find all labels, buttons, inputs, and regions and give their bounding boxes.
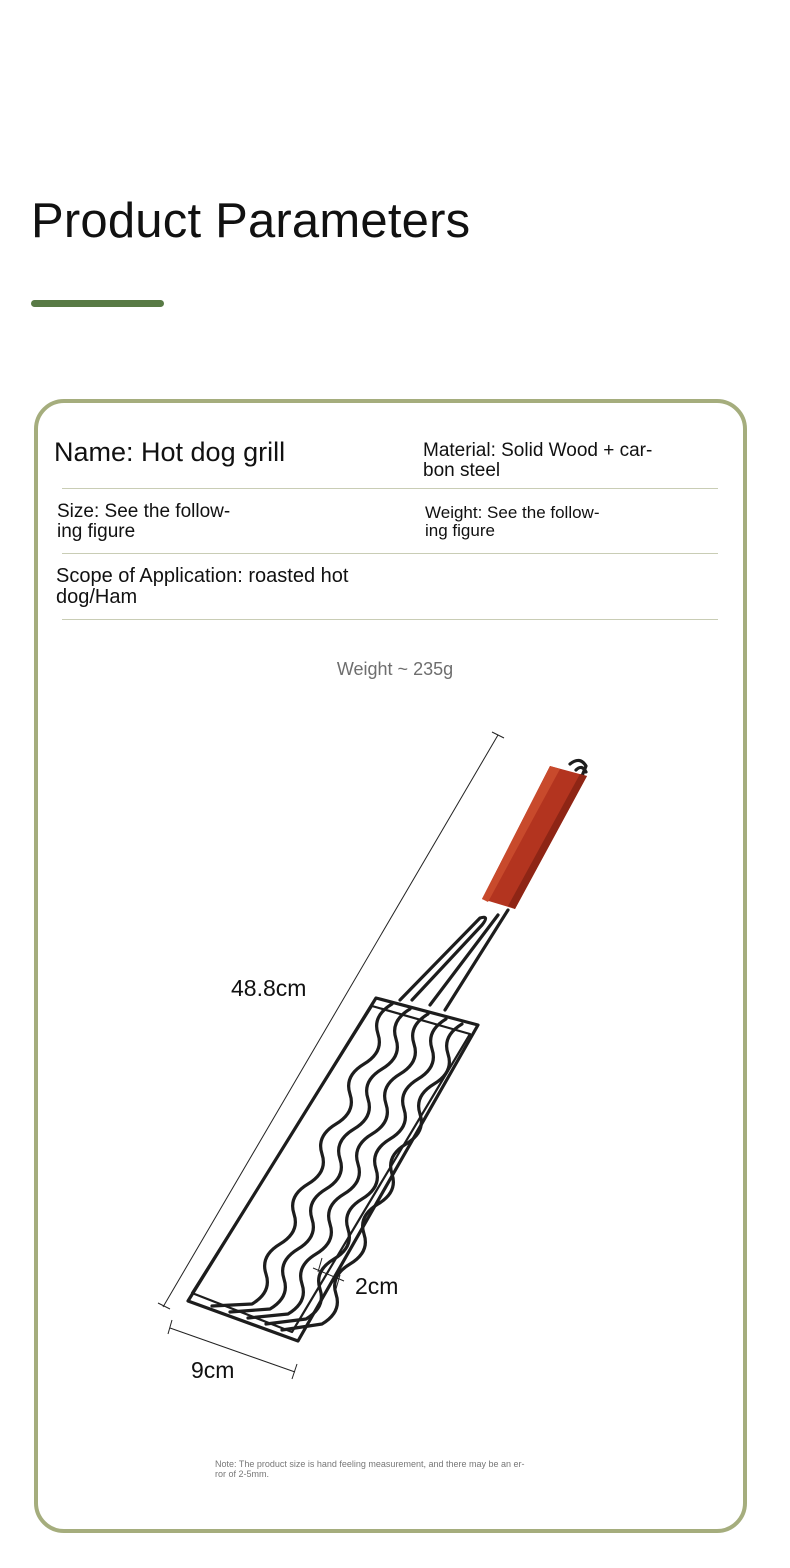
param-material: Material: Solid Wood + car- bon steel <box>423 440 653 481</box>
weight-caption: Weight ~ 235g <box>336 659 454 679</box>
wooden-handle <box>482 766 587 909</box>
param-name: Name: Hot dog grill <box>54 437 286 467</box>
page-title: Product Parameters <box>31 194 471 248</box>
param-weight: Weight: See the follow- ing figure <box>425 503 600 540</box>
gap-label: 2cm <box>355 1273 399 1299</box>
width-label: 9cm <box>191 1357 235 1383</box>
measurement-note: Note: The product size is hand feeling measurement, and there may be an er- ror of 2-5mm. <box>215 1459 525 1480</box>
param-scope: Scope of Application: roasted hot dog/Ham <box>56 565 349 608</box>
param-size: Size: See the follow- ing figure <box>57 501 231 542</box>
length-label: 48.8cm <box>231 975 307 1001</box>
